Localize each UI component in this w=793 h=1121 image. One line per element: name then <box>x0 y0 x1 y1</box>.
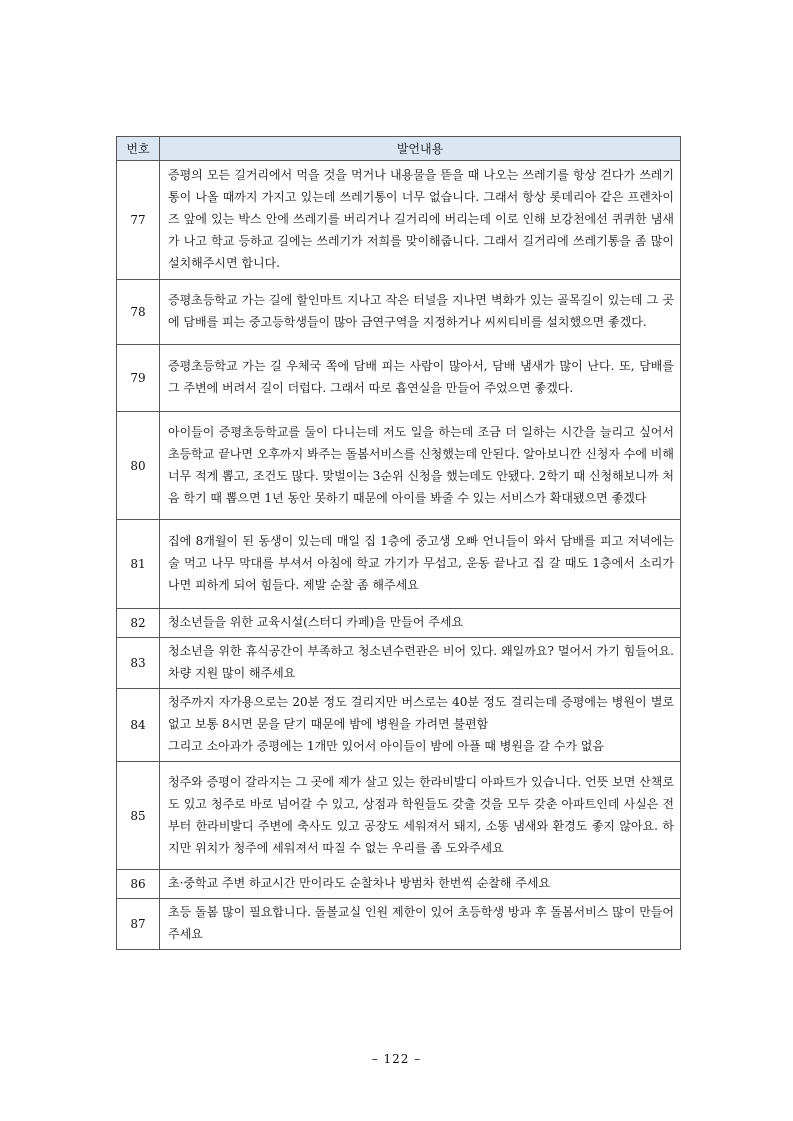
table-row <box>117 520 681 609</box>
row-content <box>160 609 681 638</box>
row-content-line: 초등 돌봄 많이 필요합니다. 돌볼교실 인원 제한이 있어 초등학생 방과 후 돌봄서비스 많이 만들어 주세요 <box>168 905 674 941</box>
row-content-line: 집에 8개월이 된 동생이 있는데 매일 집 1층에 중고생 오빠 언니들이 와서 담배를 피고 저녁에는 술 먹고 나무 막대를 부셔서 아침에 학교 가기가 무섭고, 운동 끝나고 집 갈 때도 1층에서 소리가 나면 피하게 되어 힘들다. 제발 순찰 좀 해주세요 <box>168 534 674 592</box>
header-content: 발언내용 <box>160 137 681 161</box>
row-content <box>160 520 681 609</box>
row-content-line: 그리고 소아과가 증평에는 1개만 있어서 아이들이 밤에 아플 때 병원을 갈 수가 없음 <box>168 739 604 753</box>
row-content <box>160 870 681 899</box>
table-row <box>117 412 681 520</box>
row-number: 87 <box>117 899 160 950</box>
row-content-line: 청소년들을 위한 교육시설(스터디 카페)을 만들어 주세요 <box>168 615 464 629</box>
row-content-line: 청주까지 자가용으로는 20분 정도 걸리지만 버스로는 40분 정도 걸리는데 증평에는 병원이 별로 없고 보통 8시면 문을 닫기 때문에 밤에 병원을 가려면 불편함 <box>168 695 674 731</box>
table-row <box>117 638 681 689</box>
table-row <box>117 161 681 280</box>
row-content-line: 증평초등학교 가는 길에 할인마트 지나고 작은 터널을 지나면 벽화가 있는 골목길이 있는데 그 곳에 담배를 피는 중고등학생들이 많아 금연구역을 지정하거나 씨씨티비를 설치했으면 좋겠다. <box>168 293 674 329</box>
row-number: 80 <box>117 412 160 520</box>
row-number: 77 <box>117 161 160 280</box>
row-content <box>160 280 681 345</box>
row-content-line: 초·중학교 주변 하교시간 만이라도 순찰차나 방범차 한번씩 순찰해 주세요 <box>168 876 551 890</box>
row-number: 86 <box>117 870 160 899</box>
row-content-line: 청주와 증평이 갈라지는 그 곳에 제가 살고 있는 한라비발디 아파트가 있습니다. 언뜻 보면 산책로도 있고 청주로 바로 넘어갈 수 있고, 상점과 학원들도 갖출 것을 모두 갖춘 아파트인데 사실은 전부터 한라비발디 주변에 축사도 있고 공장도 세워져서 돼지, 소똥 냄새와 환경도 좋지 않아요. 하지만 위치가 청주에 세워져서 따질 수 없는 우리를 좀 도와주세요 <box>168 774 674 855</box>
table-row <box>117 762 681 870</box>
row-content <box>160 689 681 762</box>
table-row <box>117 899 681 950</box>
row-number: 79 <box>117 345 160 412</box>
row-number: 82 <box>117 609 160 638</box>
row-content-line: 청소년을 위한 휴식공간이 부족하고 청소년수련관은 비어 있다. 왜일까요? 멀어서 가기 힘들어요. 차량 지원 많이 해주세요 <box>168 644 674 680</box>
row-content-line: 증평초등학교 가는 길 우체국 쪽에 담배 피는 사람이 많아서, 담배 냄새가 많이 난다. 또, 담배를 그 주변에 버려서 길이 더럽다. 그래서 따로 흡연실을 만들어 주었으면 좋겠다. <box>168 359 674 395</box>
row-content <box>160 762 681 870</box>
table-body <box>117 161 681 950</box>
row-content <box>160 161 681 280</box>
row-number: 78 <box>117 280 160 345</box>
page-number: – 122 – <box>371 1052 422 1066</box>
row-content <box>160 412 681 520</box>
row-content-line: 아이들이 증평초등학교를 둘이 다니는데 저도 일을 하는데 조금 더 일하는 시간을 늘리고 싶어서 초등학교 끝나면 오후까지 봐주는 돌봄서비스를 신청했는데 안된다. 알아보니깐 신청자 수에 비해 너무 적게 뽑고, 조건도 많다. 맞벌이는 3순위 신청을 했는데도 안됐다. 2학기 때 신청해보니까 처음 학기 때 뽑으면 1년 동안 못하기 때문에 아이를 봐줄 수 있는 서비스가 확대됐으면 좋겠다 <box>168 424 674 505</box>
table-row <box>117 689 681 762</box>
row-content <box>160 345 681 412</box>
row-number: 84 <box>117 689 160 762</box>
table-row <box>117 280 681 345</box>
row-content <box>160 638 681 689</box>
row-content-line: 증평의 모든 길거리에서 먹을 것을 먹거나 내용물을 뜯을 때 나오는 쓰레기를 항상 걷다가 쓰레기통이 나올 때까지 가지고 있는데 쓰레기통이 너무 없습니다. 그래서 항상 롯데리아 같은 프렌차이즈 앞에 있는 박스 안에 쓰레기를 버리거나 길거리에 버리는데 이로 인해 보강천에선 퀴퀴한 냄새가 나고 학교 등하교 길에는 쓰레기가 저희를 맞이해줍니다. 그래서 길거리에 쓰레기통을 좀 많이 설치해주시면 합니다. <box>168 168 674 270</box>
table-row <box>117 609 681 638</box>
header-number: 번호 <box>117 137 160 161</box>
table-header-row <box>117 137 681 161</box>
speech-table <box>116 136 681 950</box>
row-number: 85 <box>117 762 160 870</box>
row-content <box>160 899 681 950</box>
row-number: 83 <box>117 638 160 689</box>
table-row <box>117 870 681 899</box>
row-number: 81 <box>117 520 160 609</box>
table-row <box>117 345 681 412</box>
